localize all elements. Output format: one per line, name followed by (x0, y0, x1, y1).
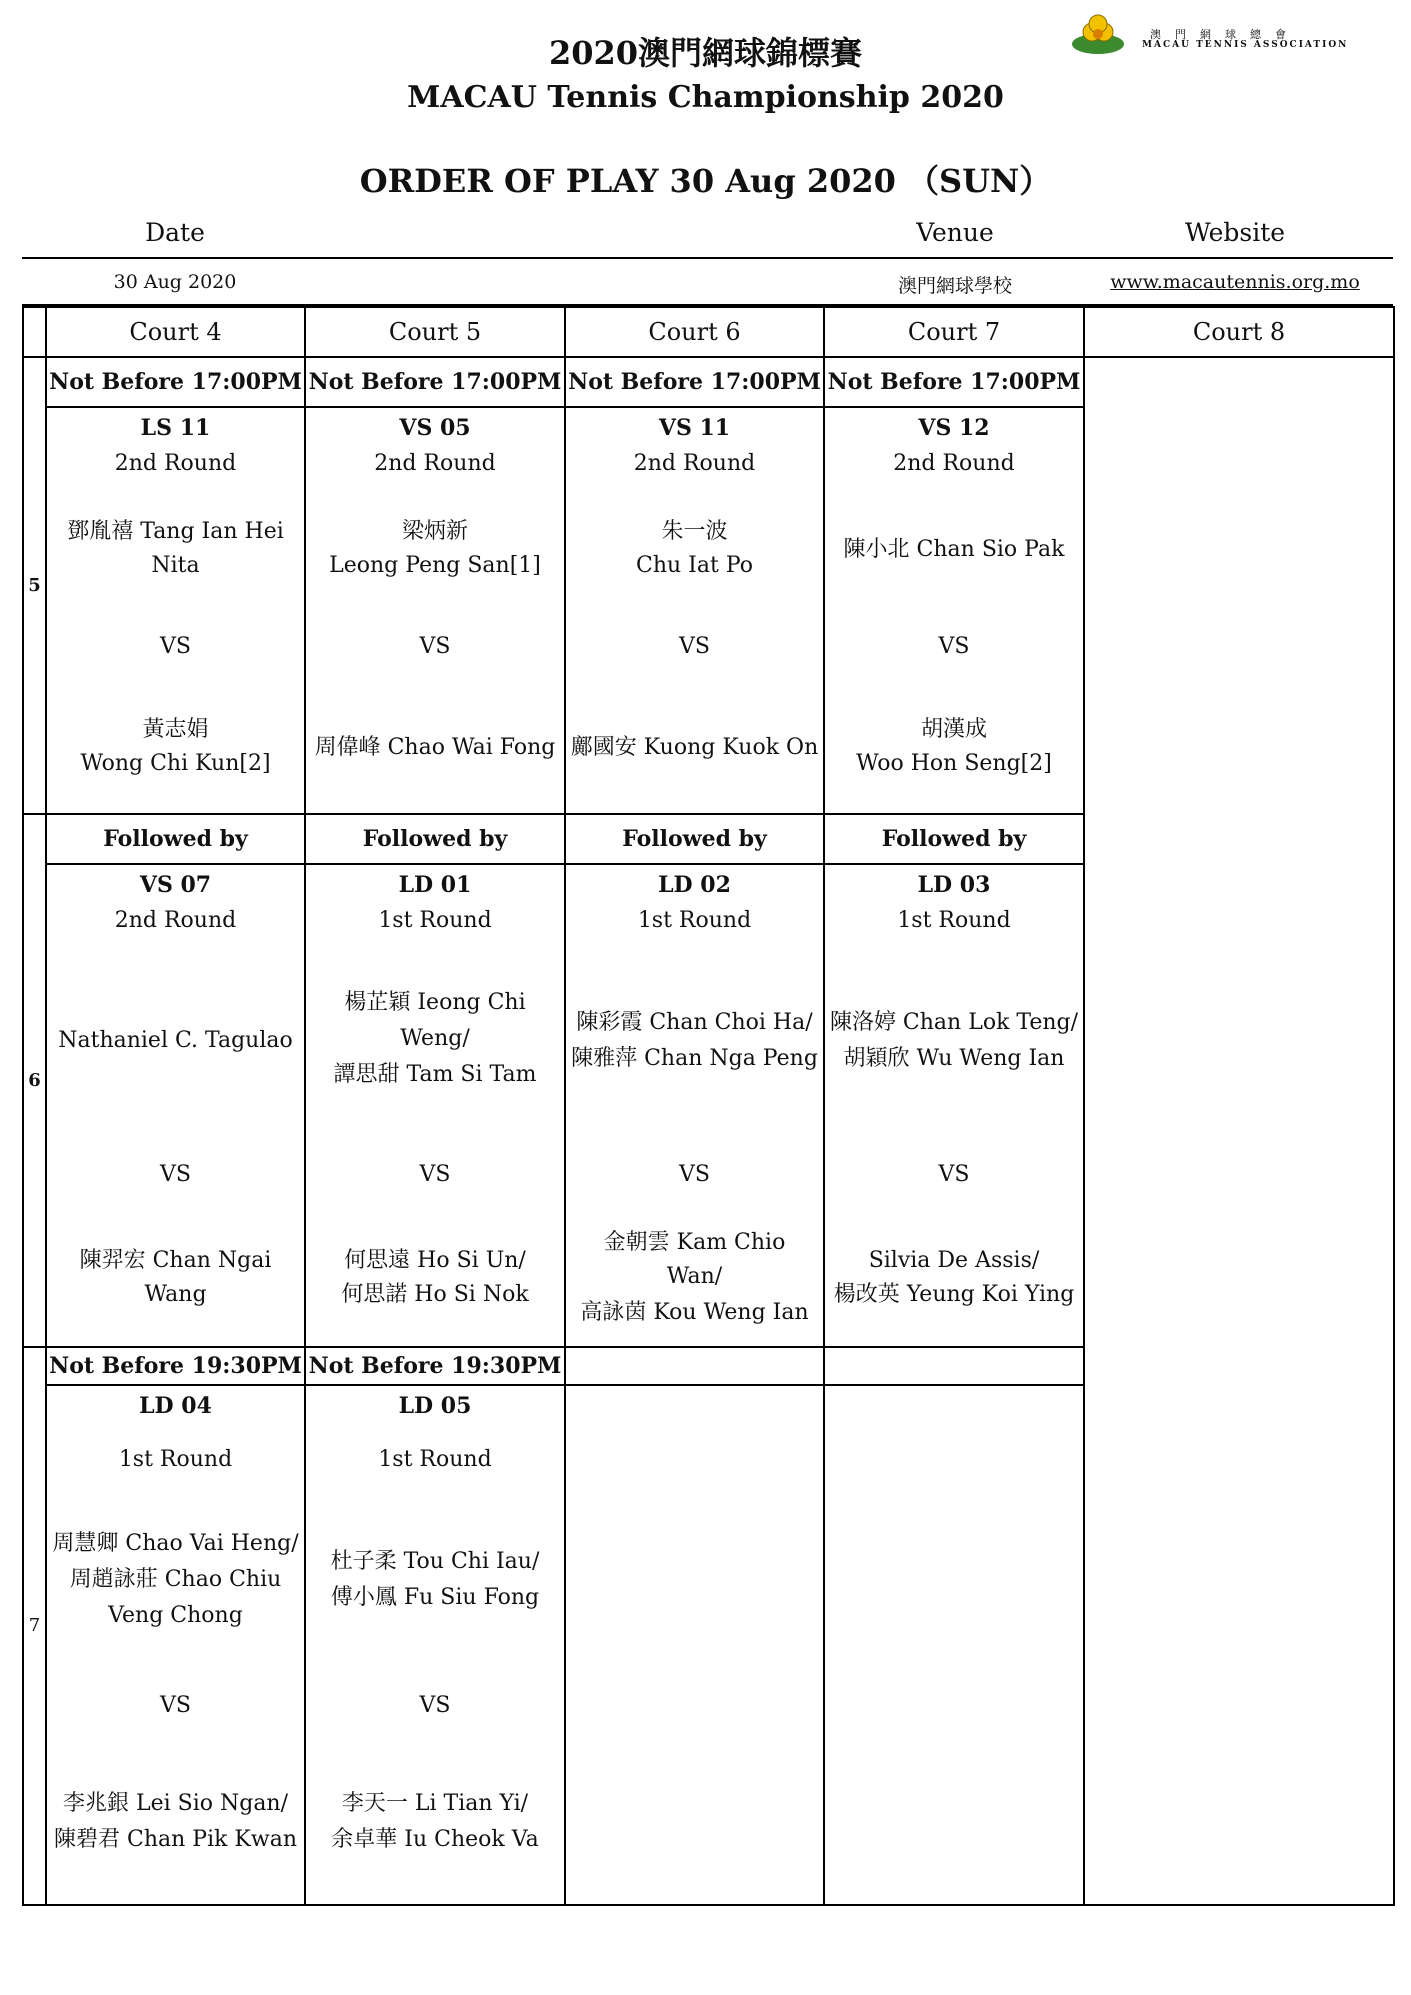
tennis-ball-logo-icon (1068, 12, 1128, 58)
venue-label: Venue (916, 218, 994, 247)
court-header-row (23, 307, 1394, 357)
player-1-line: 朱一波 (661, 519, 728, 544)
logo-text-english: MACAU TENNIS ASSOCIATION (1142, 40, 1349, 50)
time-slot: Not Before 17:00PM (565, 357, 824, 407)
player-2-line: 何思遠 Ho Si Un/ (344, 1248, 526, 1273)
match-code: LD 03 (917, 872, 991, 898)
player-2-line: 李天一 Li Tian Yi/ (341, 1791, 529, 1816)
corner-cell (23, 307, 46, 357)
player-2-line: 李兆銀 Lei Sio Ngan/ (62, 1791, 289, 1816)
player-2-line: Wong Chi Kun[2] (80, 751, 271, 776)
player-1-line: 陳彩霞 Chan Choi Ha/ (576, 1010, 813, 1035)
vs-label: VS (679, 1162, 710, 1187)
court-8-empty-column (1084, 357, 1394, 1905)
match-round: 2nd Round (374, 451, 496, 476)
match-cell (825, 865, 1083, 1346)
order-of-play-table (22, 306, 1395, 1906)
vs-label: VS (419, 1693, 451, 1718)
court-6-header: Court 6 (565, 307, 824, 357)
time-slot: Not Before 19:30PM (46, 1347, 305, 1385)
player-1-line: Nathaniel C. Tagulao (58, 1028, 293, 1053)
match-code: LD 05 (398, 1393, 472, 1419)
player-1-line: 杜子柔 Tou Chi Iau/ (330, 1549, 540, 1574)
match-round: 1st Round (378, 1447, 492, 1472)
player-1-line: 傅小鳳 Fu Siu Fong (330, 1585, 540, 1610)
vs-label: VS (160, 634, 191, 659)
match-code: VS 11 (658, 415, 731, 441)
vs-label: VS (419, 1162, 451, 1187)
player-2-line: Wang (144, 1282, 207, 1307)
match-code: LD 01 (398, 872, 472, 898)
match-cell (825, 408, 1083, 813)
player-2-line: 陳碧君 Chan Pik Kwan (54, 1827, 297, 1852)
player-1-line: Nita (151, 553, 200, 578)
match-cell (47, 1386, 304, 1904)
player-2-line: 何思諾 Ho Si Nok (341, 1282, 529, 1307)
player-1-line: 陳洛婷 Chan Lok Teng/ (829, 1010, 1079, 1035)
match-round: 1st Round (897, 908, 1011, 933)
title-chinese: 2020澳門網球錦標賽 (548, 34, 863, 72)
match-code: LD 02 (658, 872, 731, 898)
match-cell (566, 865, 823, 1346)
player-1-line: 梁炳新 (401, 519, 468, 544)
player-2-line: Woo Hon Seng[2] (856, 751, 1052, 776)
time-slot: Not Before 17:00PM (46, 357, 305, 407)
website-label: Website (1184, 218, 1286, 247)
match-code: VS 05 (399, 415, 471, 441)
player-2-line: Silvia De Assis/ (868, 1248, 1040, 1273)
vs-label: VS (938, 1162, 970, 1187)
court-8-header: Court 8 (1084, 307, 1394, 357)
match-cell (47, 408, 304, 813)
player-1-line: Chu Iat Po (636, 553, 753, 578)
court-5-header: Court 5 (305, 307, 565, 357)
player-2-line: Wan/ (666, 1264, 723, 1289)
player-1-line: 胡穎欣 Wu Weng Ian (843, 1046, 1065, 1071)
match-round: 1st Round (118, 1447, 233, 1472)
match-code: VS 07 (139, 872, 212, 898)
logo-text-chinese: 澳門網球總會 (1150, 28, 1300, 41)
vs-label: VS (419, 634, 451, 659)
time-slot: Not Before 17:00PM (824, 357, 1084, 407)
venue-value: 澳門網球學校 (897, 275, 1012, 297)
vs-label: VS (679, 634, 710, 659)
player-2-line: 楊改英 Yeung Koi Ying (833, 1282, 1075, 1307)
match-cell (47, 865, 304, 1346)
player-1-line: 陳小北 Chan Sio Pak (843, 537, 1065, 562)
followed-by-label: Followed by (46, 814, 305, 864)
player-2-line: 高詠茵 Kou Weng Ian (580, 1300, 809, 1325)
player-1-line: Veng Chong (108, 1603, 243, 1628)
player-2-line: 金朝雲 Kam Chio (603, 1230, 786, 1255)
match-code: VS 12 (918, 415, 990, 441)
order-of-play-title: ORDER OF PLAY 30 Aug 2020 （SUN） (359, 162, 1052, 200)
player-2-line: 胡漢成 (920, 717, 987, 742)
player-1-line: 陳雅萍 Chan Nga Peng (571, 1046, 818, 1071)
time-slot: Not Before 19:30PM (305, 1347, 565, 1385)
match-cell (306, 1386, 564, 1904)
vs-label: VS (938, 634, 970, 659)
date-value: 30 Aug 2020 (113, 271, 237, 293)
match-round: 2nd Round (893, 451, 1015, 476)
player-2-line: 余卓華 Iu Cheok Va (331, 1827, 539, 1852)
time-slot: Not Before 17:00PM (305, 357, 565, 407)
player-1-line: 周趙詠莊 Chao Chiu (69, 1567, 282, 1592)
website-link[interactable] (1110, 271, 1360, 293)
followed-by-label: Followed by (565, 814, 824, 864)
player-2-line: 黃志娟 (142, 717, 209, 742)
vs-label: VS (160, 1693, 191, 1718)
court-7-header: Court 7 (824, 307, 1084, 357)
player-1-line: 鄧胤禧 Tang Ian Hei (67, 519, 284, 544)
row-number: 7 (23, 1347, 46, 1905)
followed-by-label: Followed by (824, 814, 1084, 864)
match-round: 2nd Round (633, 451, 756, 476)
player-2-line: 鄺國安 Kuong Kuok On (570, 735, 819, 760)
match-code: LD 04 (139, 1393, 212, 1419)
header-divider (22, 257, 1393, 259)
player-1-line: Weng/ (400, 1026, 470, 1051)
match-round: 2nd Round (114, 908, 237, 933)
match-round: 2nd Round (114, 451, 237, 476)
match-round: 1st Round (378, 908, 492, 933)
match-code: LS 11 (140, 415, 211, 441)
vs-label: VS (160, 1162, 191, 1187)
player-1-line: 譚思甜 Tam Si Tam (333, 1062, 537, 1087)
player-1-line: 楊芷穎 Ieong Chi (344, 990, 526, 1015)
empty-match-cell (565, 1385, 824, 1905)
match-cell (566, 408, 823, 813)
empty-match-cell (824, 1385, 1084, 1905)
date-label: Date (145, 218, 205, 247)
row-number: 6 (23, 814, 46, 1347)
player-1-line: 周慧卿 Chao Vai Heng/ (52, 1531, 299, 1556)
website-link-text[interactable]: www.macautennis.org.mo (1110, 271, 1360, 293)
followed-by-label: Followed by (305, 814, 565, 864)
match-cell (306, 865, 564, 1346)
player-2-line: 陳羿宏 Chan Ngai (79, 1248, 272, 1273)
session-time-row (23, 357, 1394, 407)
court-4-header: Court 4 (46, 307, 305, 357)
title-english: MACAU Tennis Championship 2020 (407, 80, 1004, 115)
match-cell (306, 408, 564, 813)
row-number: 5 (23, 357, 46, 814)
match-round: 1st Round (637, 908, 752, 933)
player-2-line: 周偉峰 Chao Wai Fong (314, 735, 556, 760)
empty-time-slot (824, 1347, 1084, 1385)
player-1-line: Leong Peng San[1] (329, 553, 541, 578)
empty-time-slot (565, 1347, 824, 1385)
